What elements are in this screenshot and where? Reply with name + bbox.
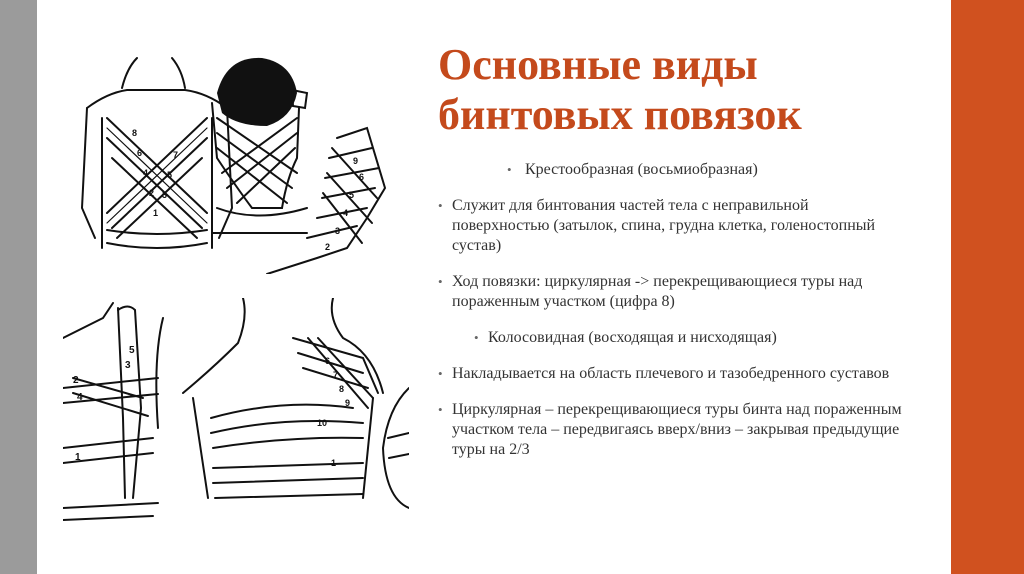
bullet-list [438,160,908,476]
fig-number: 4 [77,392,83,403]
left-accent-bar [0,0,37,574]
bullet-item: • Циркулярная – перекрещивающиеся туры бинта над пораженным участком тела – передвигаясь вверх/вниз – закрывая предыдущие туры на 2/3 [438,400,908,460]
fig-number: 5 [349,190,355,200]
fig-number: 3 [335,226,341,236]
fig-number: 1 [153,208,159,218]
fig-number: 1 [331,458,337,468]
fig-number: 5 [129,345,135,356]
bullet-item: • Накладывается на область плечевого и тазобедренного суставов [438,364,908,384]
slide-title [438,40,908,140]
fig-number: 3 [125,360,131,371]
fig-number: 2 [325,242,331,252]
fig-number: 4 [343,208,349,218]
spica-bandage-illustration [63,298,409,530]
fig-number: 9 [345,398,351,408]
fig-number: 8 [132,128,138,138]
fig-number: 3 [162,190,168,200]
fig-number: 2 [149,188,155,198]
fig-number: 7 [173,150,179,160]
fig-number: 10 [317,418,328,428]
fig-number: 2 [73,375,79,386]
fig-number: 4 [143,168,149,178]
fig-number: 5 [167,170,173,180]
title-line: бинтовых повязок [438,90,802,139]
bullet-item: • Служит для бинтования частей тела с неправильной поверхностью (затылок, спина, грудна клетка, голеностопный сустав) [438,196,908,256]
bullet-item: • Ход повязки: циркулярная -> перекрещивающиеся туры над пораженным участком (цифра 8) [438,272,908,312]
fig-number: 1 [75,452,81,463]
fig-number: 6 [137,148,143,158]
fig-number: 9 [353,156,359,166]
right-accent-bar [951,0,1024,574]
fig-number: 7 [333,370,339,380]
title-line: Основные виды [438,40,758,89]
fig-number: 8 [339,384,345,394]
fig-number: 6 [359,172,365,182]
fig-number: 6 [325,356,331,366]
bullet-item: • Крестообразная (восьмиобразная) [507,160,908,180]
bullet-item: • Колосовидная (восходящая и нисходящая) [474,328,908,348]
figure-eight-bandage-illustration [67,48,387,274]
